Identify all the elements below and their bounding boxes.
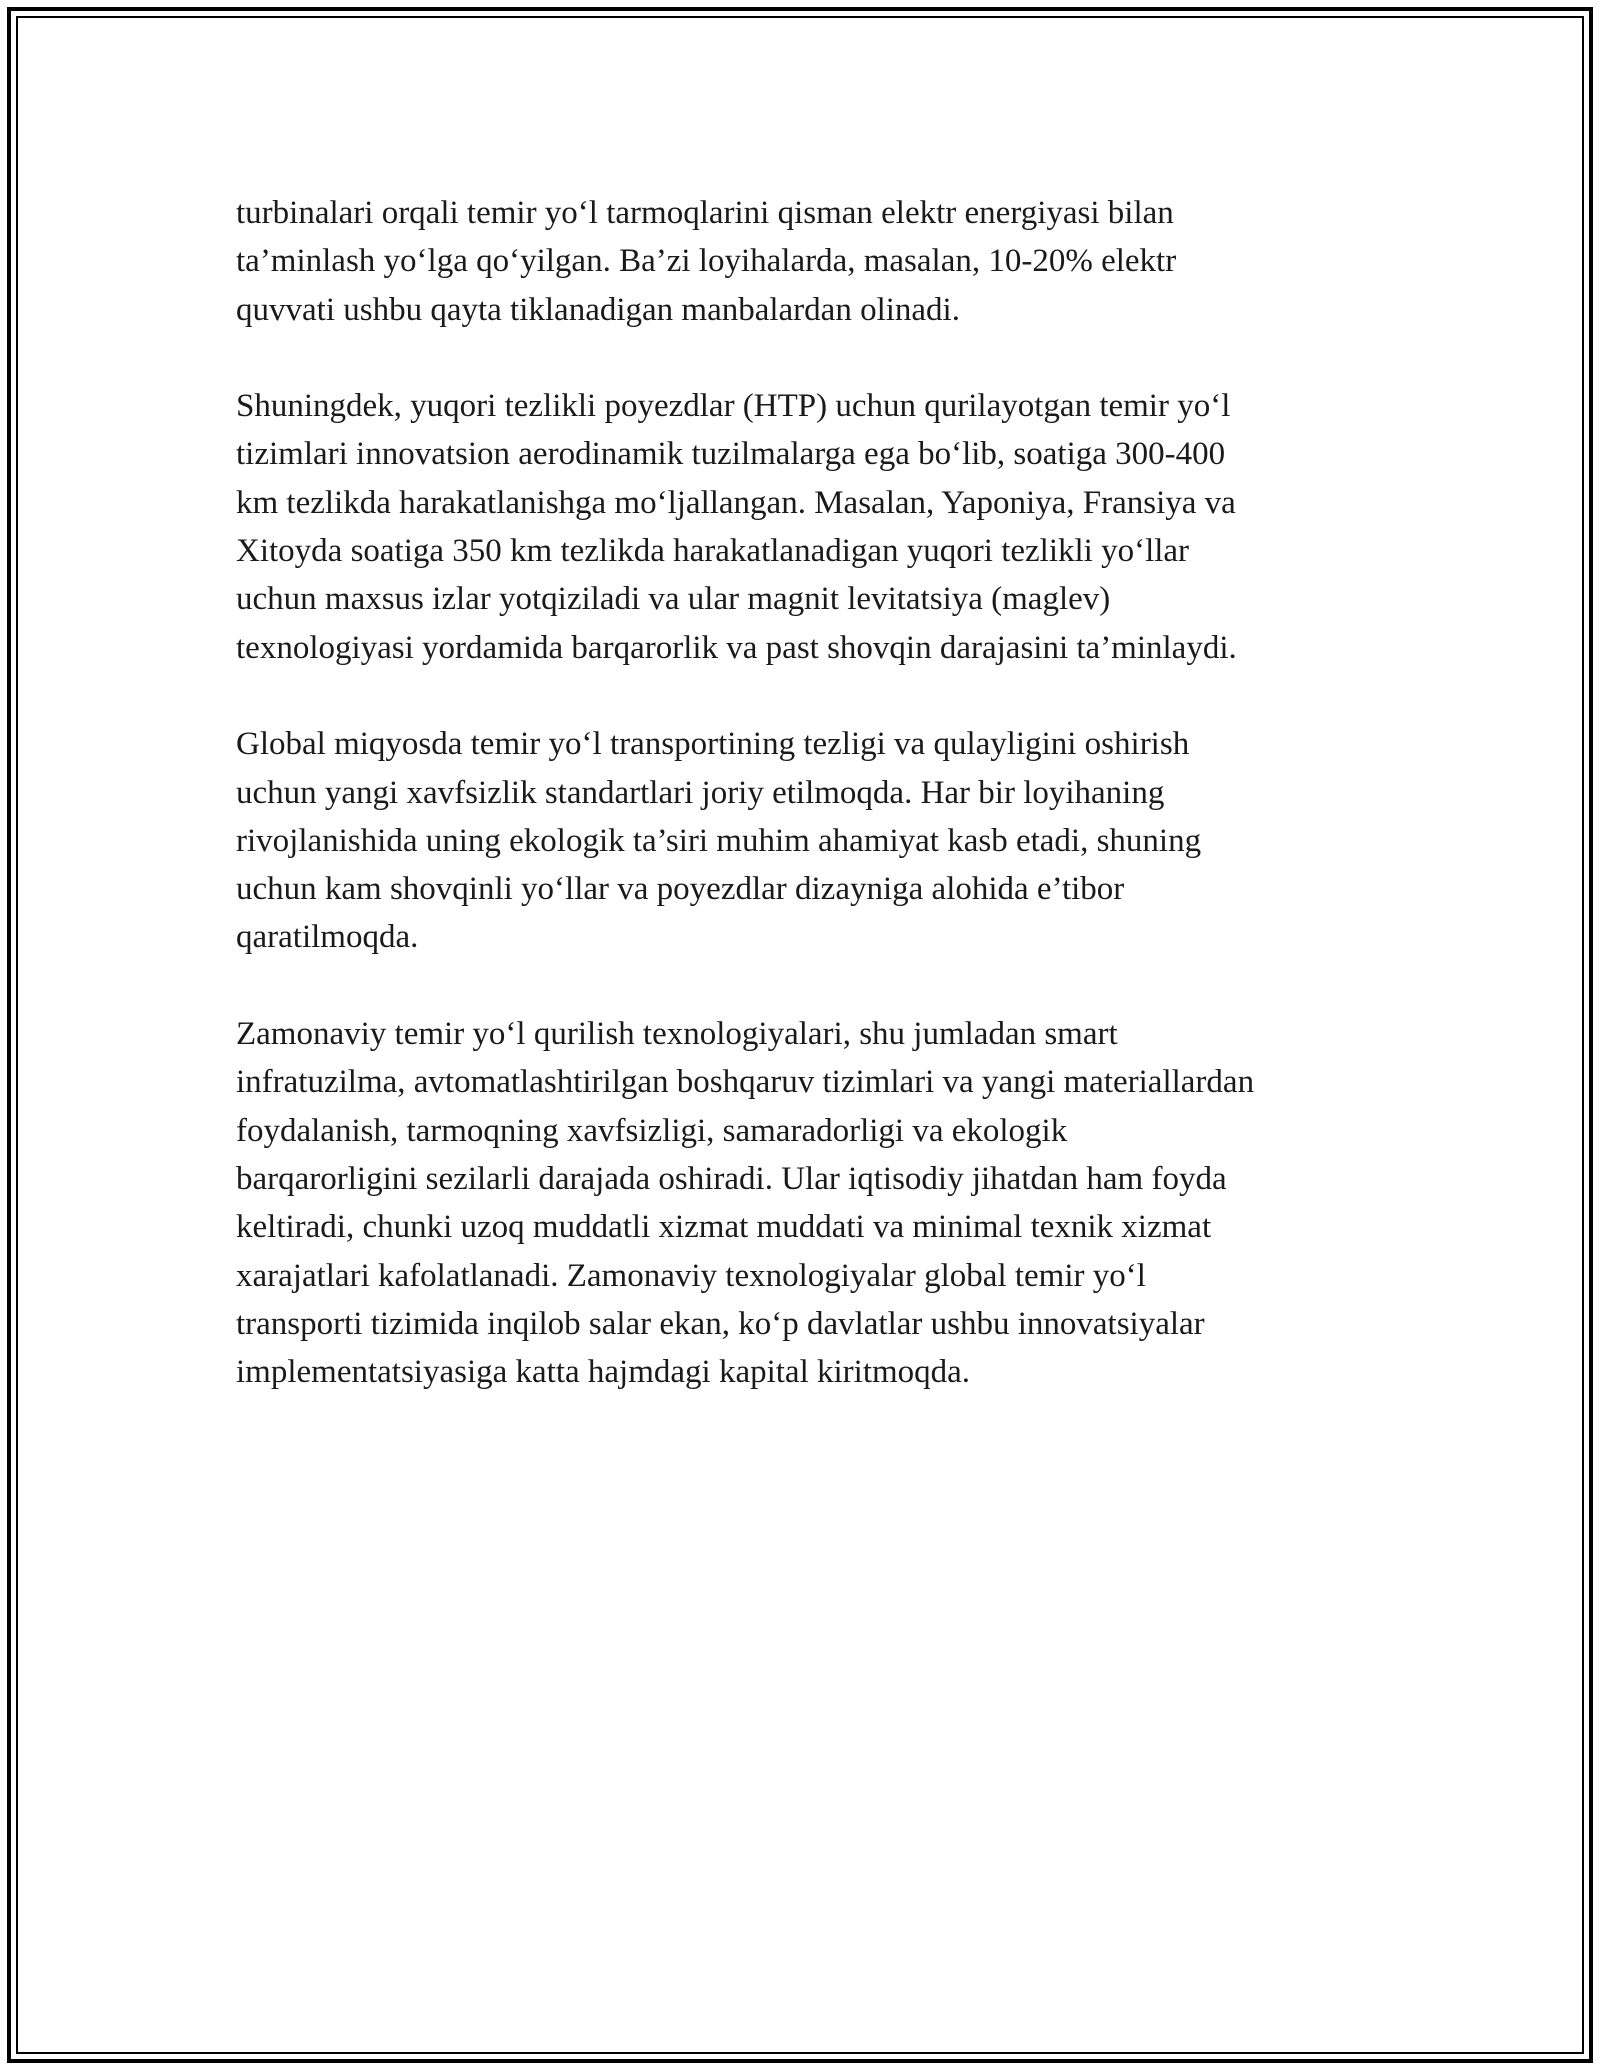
text-line: Global miqyosda temir yo‘l transportining tezligi va qulayligini oshirish (236, 726, 1190, 763)
document-body (236, 189, 1366, 1445)
text-line: quvvati ushbu qayta tiklanadigan manbalardan olinadi. (236, 291, 960, 328)
text-line: turbinalari orqali temir yo‘l tarmoqlarini qisman elektr energiyasi bilan (236, 195, 1174, 231)
text-line: implementatsiyasiga katta hajmdagi kapital kiritmoqda. (236, 1354, 971, 1391)
text-line: uchun yangi xavfsizlik standartlari joriy etilmoqda. Har bir loyihaning (236, 774, 1165, 811)
text-line: Xitoyda soatiga 350 km tezlikda harakatlanadigan yuqori tezlikli yo‘llar (236, 533, 1190, 570)
text-line: texnologiyasi yordamida barqarorlik va past shovqin darajasini ta’minlaydi. (236, 629, 1237, 666)
text-line: keltiradi, chunki uzoq muddatli xizmat muddati va minimal texnik xizmat (236, 1209, 1212, 1246)
text-line: qaratilmoqda. (236, 919, 419, 956)
text-line: km tezlikda harakatlanishga mo‘ljallangan. Masalan, Yaponiya, Fransiya va (236, 484, 1236, 521)
text-line: infratuzilma, avtomatlashtirilgan boshqaruv tizimlari va yangi materiallardan (236, 1064, 1255, 1101)
text-line: ta’minlash yo‘lga qo‘yilgan. Ba’zi loyihalarda, masalan, 10-20% elektr (236, 243, 1177, 280)
text-line: tizimlari innovatsion aerodinamik tuzilmalarga ega bo‘lib, soatiga 300-400 (236, 436, 1226, 473)
text-line: foydalanish, tarmoqning xavfsizligi, samaradorligi va ekologik (236, 1112, 1068, 1149)
paragraph-4 (236, 1010, 1366, 1396)
text-line: rivojlanishida uning ekologik ta’siri muhim ahamiyat kasb etadi, shuning (236, 822, 1202, 859)
text-line: xarajatlari kafolatlanadi. Zamonaviy texnologiyalar global temir yo‘l (236, 1257, 1146, 1294)
text-line: barqarorligini sezilarli darajada oshiradi. Ular iqtisodiy jihatdan ham foyda (236, 1160, 1227, 1197)
text-line: Shuningdek, yuqori tezlikli poyezdlar (HTP) uchun qurilayotgan temir yo‘l (236, 388, 1231, 425)
paragraph-3 (236, 720, 1366, 961)
text-line: Zamonaviy temir yo‘l qurilish texnologiyalari, shu jumladan smart (236, 1016, 1118, 1053)
text-line: uchun kam shovqinli yo‘llar va poyezdlar dizayniga alohida e’tibor (236, 871, 1125, 908)
text-line: transporti tizimida inqilob salar ekan, ko‘p davlatlar ushbu innovatsiyalar (236, 1305, 1205, 1342)
paragraph-1 (236, 189, 1366, 334)
text-line: uchun maxsus izlar yotqiziladi va ular magnit levitatsiya (maglev) (236, 581, 1111, 618)
paragraph-2 (236, 382, 1366, 672)
